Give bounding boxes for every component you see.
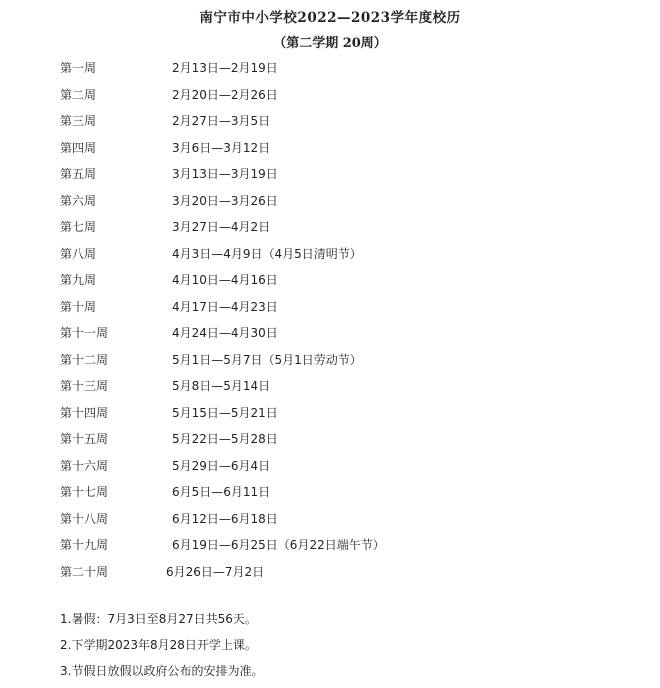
week-name: 第十四周 <box>60 405 109 420</box>
week-dates: 4月24日—4月30日 <box>172 326 278 340</box>
week-dates: 5月1日—5月7日（5月1日劳动节） <box>172 352 362 367</box>
week-row <box>60 320 620 347</box>
week-name: 第四周 <box>60 140 97 155</box>
week-row <box>60 55 620 82</box>
week-name: 第十六周 <box>60 458 109 473</box>
week-name: 第三周 <box>60 114 97 128</box>
note-holiday-policy: 3.节假日放假以政府公布的安排为准。 <box>60 664 264 678</box>
week-name: 第十三周 <box>60 379 109 393</box>
week-name: 第十七周 <box>60 485 109 499</box>
week-row <box>60 108 620 135</box>
week-row <box>60 161 620 188</box>
week-dates: 4月10日—4月16日 <box>172 273 278 287</box>
notes-section <box>60 606 640 684</box>
week-dates: 2月27日—3月5日 <box>172 114 271 128</box>
week-row <box>60 426 620 453</box>
week-row <box>60 400 620 427</box>
week-name: 第十五周 <box>60 432 109 446</box>
week-name: 第十八周 <box>60 511 109 526</box>
week-dates: 2月20日—2月26日 <box>172 87 278 102</box>
week-dates: 3月27日—4月2日 <box>172 220 271 234</box>
week-row <box>60 214 620 241</box>
week-row <box>60 532 620 559</box>
week-name: 第十九周 <box>60 538 109 552</box>
week-row <box>60 241 620 268</box>
page-title: 南宁市中小学校2022—2023学年度校历 <box>199 10 461 26</box>
week-schedule-list <box>60 55 620 585</box>
page-subtitle: （第二学期 20周） <box>273 36 387 51</box>
week-name: 第六周 <box>60 193 97 208</box>
week-dates: 6月26日—7月2日 <box>166 564 265 579</box>
week-dates: 5月15日—5月21日 <box>172 405 278 420</box>
week-name: 第一周 <box>60 61 97 75</box>
week-name: 第八周 <box>60 246 97 261</box>
week-name: 第十一周 <box>60 326 109 340</box>
week-dates: 6月19日—6月25日（6月22日端午节） <box>172 538 385 552</box>
week-dates: 6月12日—6月18日 <box>172 511 278 526</box>
week-row <box>60 479 620 506</box>
week-name: 第十二周 <box>60 352 109 367</box>
week-dates: 4月17日—4月23日 <box>172 299 278 314</box>
week-dates: 6月5日—6月11日 <box>172 485 271 499</box>
week-name: 第九周 <box>60 273 97 287</box>
week-row <box>60 267 620 294</box>
week-dates: 5月29日—6月4日 <box>172 458 271 473</box>
note-summer-vacation: 1.暑假：7月3日至8月27日共56天。 <box>60 612 257 626</box>
week-dates: 5月8日—5月14日 <box>172 379 271 393</box>
week-row <box>60 188 620 215</box>
week-dates: 2月13日—2月19日 <box>172 61 278 75</box>
week-row <box>60 347 620 374</box>
week-row <box>60 82 620 109</box>
week-name: 第十周 <box>60 299 97 314</box>
week-name: 第二十周 <box>60 564 109 579</box>
week-row <box>60 559 620 586</box>
week-name: 第七周 <box>60 220 97 234</box>
week-row <box>60 453 620 480</box>
note-next-semester: 2.下学期2023年8月28日开学上课。 <box>60 638 257 652</box>
week-dates: 5月22日—5月28日 <box>172 432 278 446</box>
week-row <box>60 294 620 321</box>
week-dates: 4月3日—4月9日（4月5日清明节） <box>172 246 362 261</box>
week-name: 第五周 <box>60 167 97 181</box>
week-row <box>60 135 620 162</box>
week-dates: 3月13日—3月19日 <box>172 167 278 181</box>
week-dates: 3月6日—3月12日 <box>172 140 271 155</box>
week-row <box>60 373 620 400</box>
week-name: 第二周 <box>60 87 97 102</box>
week-dates: 3月20日—3月26日 <box>172 193 278 208</box>
week-row <box>60 506 620 533</box>
